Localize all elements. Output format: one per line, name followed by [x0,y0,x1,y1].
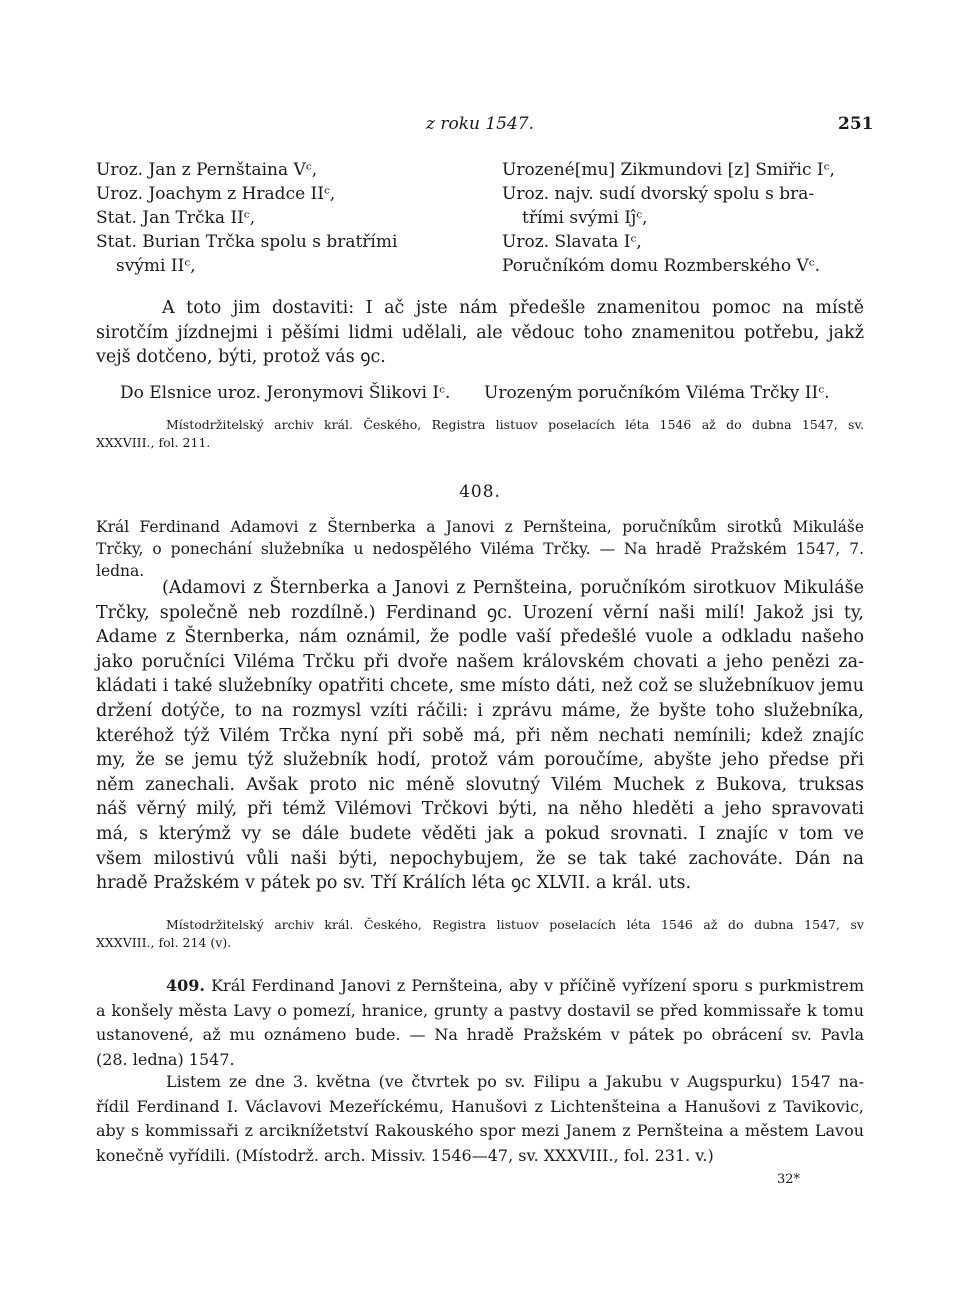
summary-line: Král Ferdinand Adamovi z Šternberka a Janovi z Pernšteina, poručníkům sirotků Mikuláše [96,518,864,536]
doc409-number: 409. [166,976,205,995]
addressee-line: Stat. Jan Trčka IIᶜ, [96,208,256,228]
summary-line: ustanovené, až mu oznámeno bude. — Na hradě Pražském v pátek po obrácení sv. Pavla [96,1025,864,1044]
text-line: aby s kommissaři z arciknížetství Rakouského spor mezi Janem z Pernšteina a městem Lavou [96,1121,864,1140]
summary-line: (28. ledna) 1547. [96,1049,235,1069]
running-title: z roku 1547. [425,114,535,134]
doc409-summary [96,974,864,1072]
text-line: náš věrný milý, při témž Vilémovi Trčkovi býti, na něho hleděti a jeho spravovati [96,799,864,820]
text-line: držení dotýče, to na rozmysl vzíti ráčili: i zprávu máme, že byšte toho služebníka, [96,700,864,721]
doc408-source [96,916,864,952]
addressee-line: svými IIᶜ, [116,256,196,276]
text-line: řídil Ferdinand I. Václavovi Mezeříckému, Hanušovi z Lichtenšteina a Hanušovi z Tavikovic, [96,1096,864,1116]
addressees-right [502,158,835,278]
summary-first-line [96,974,864,999]
addressee-line: Uroz. Jan z Pernštaina Vᶜ, [96,160,318,180]
addressee-line: Stat. Burian Trčka spolu s bratřími [96,232,398,252]
signature-mark: 32* [777,1172,801,1187]
doc408-summary [96,516,864,582]
summary-line: Trčky, o ponechání služebníka u nedospělého Viléma Trčky. — Na hradě Pražském 1547, 7. ledna. [96,540,864,580]
text-line: sirotčím jízdnejmi i pěšími lidmi udělali, ale vědouc toho znamenitou potřebu, jakž [96,322,864,343]
doc407-source [96,416,864,452]
doc407-signoff-left: Do Elsnice uroz. Jeronymovi Šlikovi Iᶜ. [120,383,451,403]
addressee-line: Uroz. Joachym z Hradce IIᶜ, [96,184,336,204]
doc408-text [96,576,864,896]
text-line: kládati i také služebníky opatřiti chcete, sme místo dáti, než což se služebníkuov jemu [96,676,864,697]
text-line: (Adamovi z Šternberka a Janovi z Pernšteina, poručníkóm sirotkuov Mikuláše [162,578,864,598]
text-line: Adame z Šternberka, nám oznámil, že podle vaší předešlé vuole a odkladu našeho [96,627,864,648]
source-line: Místodržitelský archiv král. Českého, Registra listuov poselacích léta 1546 až do dubna 1547, sv. [166,417,864,432]
text-line: konečně vyřídili. (Místodrž. arch. Missiv. 1546—47, sv. XXXVIII., fol. 231. v.) [96,1145,714,1165]
addressee-line: třími svými Iĵᶜ, [522,208,648,228]
source-line: XXXVIII., fol. 214 (v). [96,935,232,950]
addressee-line: Urozené[mu] Zikmundovi [z] Smiřic Iᶜ, [502,160,835,180]
summary-line: Král Ferdinand Janovi z Pernšteina, aby v příčině vyřízení sporu s purkmistrem [211,976,865,995]
text-line: A toto jim dostaviti: I ač jste nám předešle znamenitou pomoc na místě [162,298,864,318]
source-line: Místodržitelský archiv král. Českého, Registra listuov poselacích léta 1546 až do dubna 1547, sv [166,917,864,932]
text-line: kteréhož týž Vilém Trčka nyní při sobě má, při něm nechati nemínili; kdež znajíc [96,725,864,746]
text-line: my, že se jemu týž služebník hodí, protož vám poroučíme, abyšte jeho předse při [96,750,864,771]
text-line: Listem ze dne 3. května (ve čtvrtek po sv. Filipu a Jakubu v Augspurku) 1547 na- [166,1072,864,1091]
summary-line: a konšely města Lavy o pomezí, hranice, grunty a pastvy dostavil se před kommissaře k tomu [96,1000,864,1020]
text-line: Trčky, společně neb rozdílně.) Ferdinand ꝯc. Urození věrní naši milí! Jakož jsi ty, [96,602,864,623]
text-line: něm zanechali. Avšak proto nic méně slovutný Vilém Muchek z Bukova, truksas [96,774,864,795]
addressees-left [96,158,397,278]
addressee-line: Poručníkóm domu Rozmberského Vᶜ. [502,256,821,276]
addressee-line: Uroz. Slavata Iᶜ, [502,232,642,252]
doc408-number: 408. [459,482,501,502]
doc409-text [96,1070,864,1168]
text-line: všem milostivú vůli naši býti, nepochybujem, že se tak také zachováte. Dán na [96,848,864,869]
text-line: vejš dotčeno, býti, protož vás ꝯc. [96,347,386,368]
page-number: 251 [838,114,874,134]
addressee-line: Uroz. najv. sudí dvorský spolu s bra- [502,184,815,204]
source-line: XXXVIII., fol. 211. [96,435,211,450]
text-line: jako poručníci Viléma Trčku při dvoře našem královském chovati a jeho penězi za- [96,651,864,672]
doc407-text [96,296,864,370]
doc407-signoff-right: Urozeným poručníkóm Viléma Trčky IIᶜ. [484,383,830,403]
text-line: hradě Pražském v pátek po sv. Tří Králích léta ꝯc XLVII. a král. uts. [96,873,692,894]
text-line: má, s kterýmž vy se dále budete věděti jak a pokud srovnati. I znajíc v tom ve [96,823,864,844]
